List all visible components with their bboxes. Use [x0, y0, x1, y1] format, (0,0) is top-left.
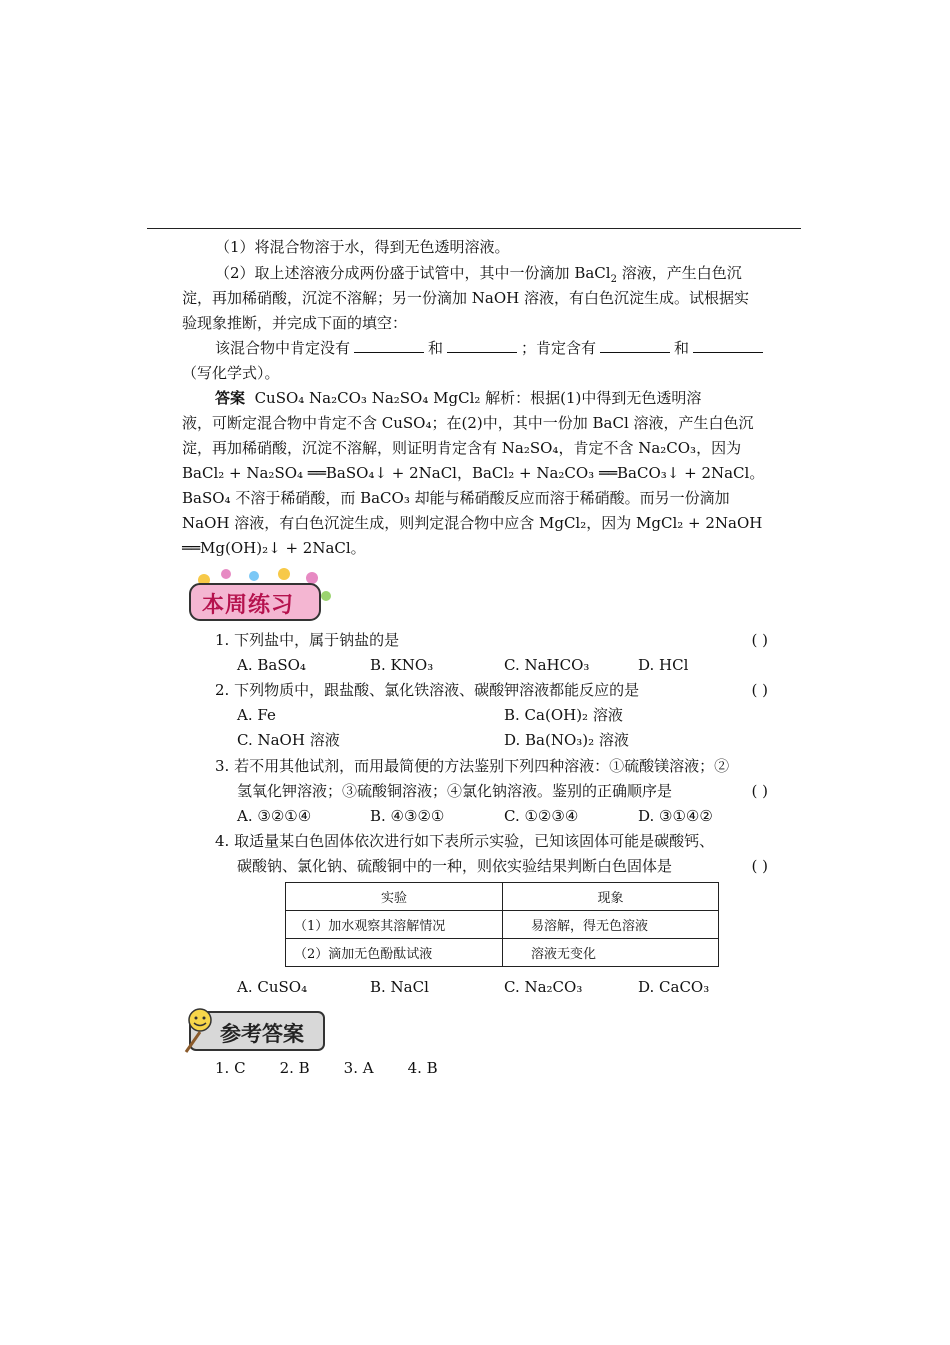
question-3-paren: ( ): [751, 782, 768, 800]
question-4-option-c: C. Na₂CO₃: [504, 978, 583, 996]
question-2-option-d: D. Ba(NO₃)₂ 溶液: [504, 731, 629, 749]
answers-banner: [180, 1002, 328, 1054]
question-4-option-a: A. CuSO₄: [237, 978, 308, 996]
answer-line-4: BaCl₂ + Na₂SO₄ ══BaSO₄↓ + 2NaCl，BaCl₂ + Na₂CO₃ ══BaCO₃↓ + 2NaCl。: [182, 464, 765, 482]
table-cell: （2）滴加无色酚酞试液: [286, 939, 503, 967]
question-3-stem: 3. 若不用其他试剂，而用最简便的方法鉴别下列四种溶液：①硫酸镁溶液；②: [215, 757, 730, 775]
question-1-option-a: A. BaSO₄: [237, 656, 306, 674]
answer-line-3: 淀，再加稀硝酸，沉淀不溶解，则证明肯定含有 Na₂SO₄，肯定不含 Na₂CO₃，因为: [182, 439, 742, 457]
answer-line-6: NaOH 溶液，有白色沉淀生成，则判定混合物中应含 MgCl₂，因为 MgCl₂ + 2NaOH: [182, 514, 763, 532]
question-1-option-d: D. HCl: [638, 656, 689, 674]
question-4-paren: ( ): [751, 857, 768, 875]
table-header-row: [286, 883, 719, 911]
practice-banner: [184, 566, 336, 622]
table-cell: （1）加水观察其溶解情况: [286, 911, 503, 939]
question-2-paren: ( ): [751, 681, 768, 699]
question-3-option-b: B. ④③②①: [370, 807, 445, 825]
question-1-option-b: B. KNO₃: [370, 656, 434, 674]
answer-line-5: BaSO₄ 不溶于稀硝酸，而 BaCO₃ 却能与稀硝酸反应而溶于稀硝酸。而另一份滴加: [182, 489, 730, 507]
answer-line-2: 液，可断定混合物中肯定不含 CuSO₄；在(2)中，其中一份加 BaCl 溶液，产生白色沉: [182, 414, 754, 432]
answer-key-item: 1. C: [215, 1059, 246, 1077]
answers-banner-title: 参考答案: [220, 1021, 304, 1046]
question-4-option-b: B. NaCl: [370, 978, 429, 996]
table-header-phenomenon: 现象: [503, 883, 719, 911]
header-rule: [147, 228, 801, 229]
answer-key-item: 2. B: [279, 1059, 310, 1077]
question-4-stem-line2: 碳酸钠、氯化钠、硫酸铜中的一种，则依实验结果判断白色固体是: [237, 857, 673, 875]
context-p1: （1）将混合物溶于水，得到无色透明溶液。: [215, 238, 510, 256]
practice-banner-title: 本周练习: [202, 592, 295, 618]
question-2-option-c: C. NaOH 溶液: [237, 731, 340, 749]
table-header-experiment: 实验: [286, 883, 503, 911]
question-1-option-c: C. NaHCO₃: [504, 656, 590, 674]
question-4-option-d: D. CaCO₃: [638, 978, 710, 996]
answer-key-item: 3. A: [343, 1059, 374, 1077]
fill-note: （写化学式）。: [182, 364, 280, 382]
question-4-stem: 4. 取适量某白色固体依次进行如下表所示实验，已知该固体可能是碳酸钙、: [215, 832, 715, 850]
context-p2-line2: 淀，再加稀硝酸，沉淀不溶解；另一份滴加 NaOH 溶液，有白色沉淀生成。试根据实: [182, 289, 749, 307]
context-p2: （2）取上述溶液分成两份盛于试管中，其中一份滴加 BaCl$_2$ 溶液，产生白色沉: [215, 264, 742, 285]
fill-in-line: 该混合物中肯定没有 和 ；肯定含有 和: [215, 338, 767, 358]
question-3-option-a: A. ③②①④: [237, 807, 312, 825]
answer-line-7: ══Mg(OH)₂↓ + 2NaCl。: [182, 539, 366, 557]
question-2-option-b: B. Ca(OH)₂ 溶液: [504, 706, 623, 724]
question-3-stem-line2: 氢氧化钾溶液；③硫酸铜溶液；④氯化钠溶液。鉴别的正确顺序是: [237, 782, 673, 800]
table-row: [286, 911, 719, 939]
table-row: [286, 939, 719, 967]
question-3-option-c: C. ①②③④: [504, 807, 579, 825]
question-2-stem: 2. 下列物质中，跟盐酸、氯化铁溶液、碳酸钾溶液都能反应的是: [215, 681, 640, 699]
answer-key: [215, 1058, 472, 1078]
experiment-table: [285, 882, 719, 967]
question-3-option-d: D. ③①④②: [638, 807, 713, 825]
question-1-paren: ( ): [751, 631, 768, 649]
answer-key-item: 4. B: [407, 1059, 438, 1077]
question-2-option-a: A. Fe: [237, 706, 276, 724]
table-cell: 易溶解，得无色溶液: [503, 911, 719, 939]
context-p2-line3: 验现象推断，并完成下面的填空：: [182, 314, 408, 332]
question-1-stem: 1. 下列盐中，属于钠盐的是: [215, 631, 400, 649]
answer-line-1: 答案 CuSO₄ Na₂CO₃ Na₂SO₄ MgCl₂ 解析：根据(1)中得到无色透明溶: [215, 389, 702, 407]
table-cell: 溶液无变化: [503, 939, 719, 967]
